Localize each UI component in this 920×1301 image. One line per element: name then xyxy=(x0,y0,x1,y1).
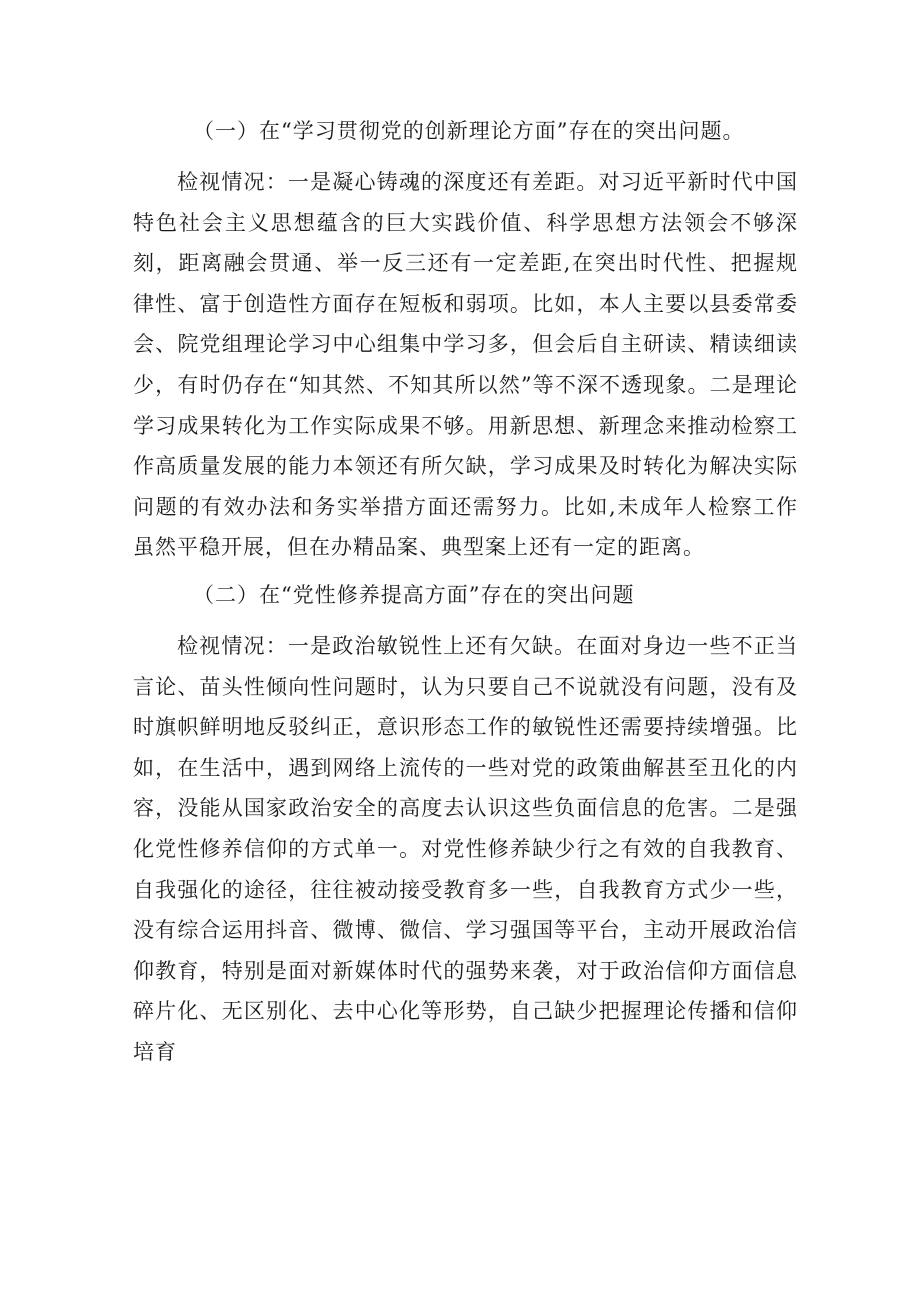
section-1-paragraph: 检视情况：一是凝心铸魂的深度还有差距。对习近平新时代中国特色社会主义思想蕴含的巨大实践价值、科学思想方法领会不够深刻，距离融会贯通、举一反三还有一定差距,在突出时代性、把握规律性、富于创造性方面存在短板和弱项。比如，本人主要以县委常委会、院党组理论学习中心组集中学习多，但会后自主研读、精读细读少，有时仍存在“知其然、不知其所以然”等不深不透现象。二是理论学习成果转化为工作实际成果不够。用新思想、新理念来推动检察工作高质量发展的能力本领还有所欠缺，学习成果及时转化为解决实际问题的有效办法和务实举措方面还需努力。比如,未成年人检察工作虽然平稳开展，但在办精品案、典型案上还有一定的距离。 xyxy=(133,170,798,560)
section-1-heading: （一）在“学习贯彻党的创新理论方面”存在的突出问题。 xyxy=(193,119,745,143)
section-2-heading: （二）在“党性修养提高方面”存在的突出问题 xyxy=(193,582,635,607)
document-body xyxy=(133,112,798,1072)
section-2-paragraph: 检视情况：一是政治敏锐性上还有欠缺。在面对身边一些不正当言论、苗头性倾向性问题时，认为只要自己不说就没有问题，没有及时旗帜鲜明地反驳纠正，意识形态工作的敏锐性还需要持续增强。比如，在生活中，遇到网络上流传的一些对党的政策曲解甚至丑化的内容，没能从国家政治安全的高度去认识这些负面信息的危害。二是强化党性修养信仰的方式单一。对党性修养缺少行之有效的自我教育、自我强化的途径，往往被动接受教育多一些，自我教育方式少一些，没有综合运用抖音、微博、微信、学习强国等平台，主动开展政治信仰教育，特别是面对新媒体时代的强势来袭，对于政治信仰方面信息碎片化、无区别化、去中心化等形势，自己缺少把握理论传播和信仰培育 xyxy=(133,633,798,1064)
